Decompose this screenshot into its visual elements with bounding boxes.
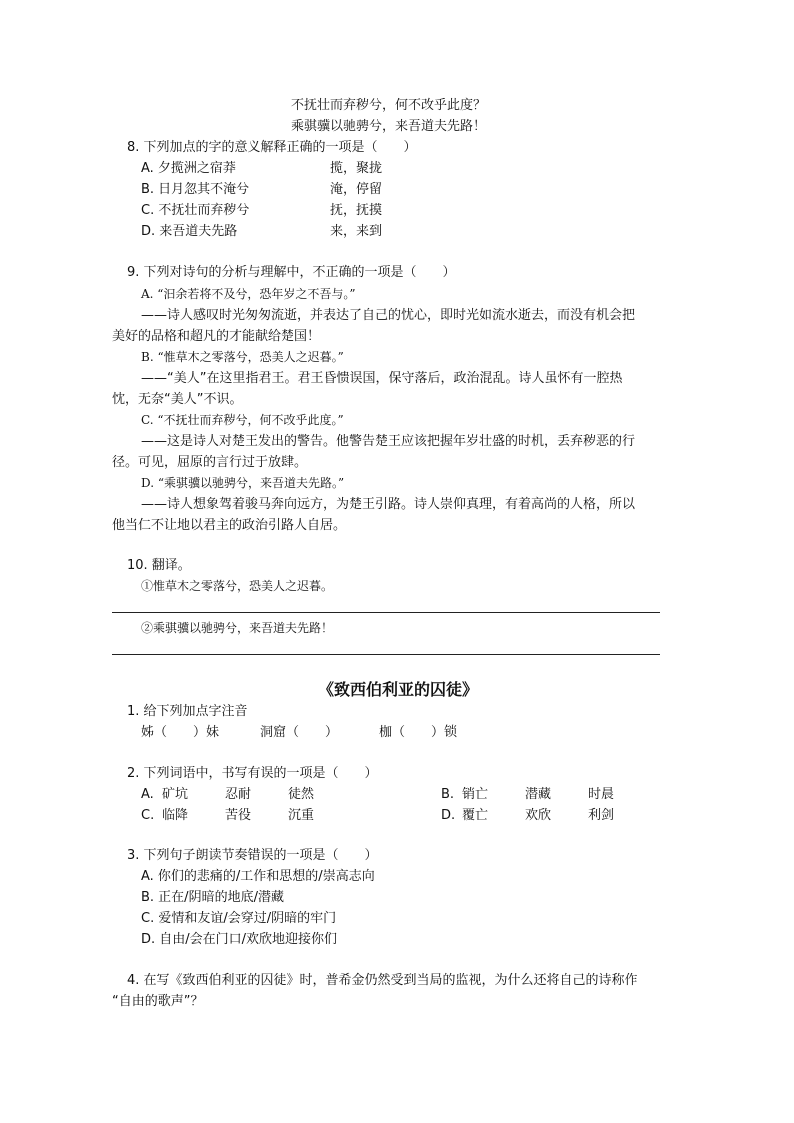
q9-b-line1: ——“美人”在这里指君王。君王昏愦误国，保守落后，政治混乱。诗人虽怀有一腔热	[141, 371, 623, 386]
q9-a-quote: A. “汩余若将不及兮，恐年岁之不吾与。”	[141, 287, 356, 301]
s3-option-c: C. 爱情和友谊/会穿过/阴暗的牢门	[141, 911, 337, 926]
s3-stem: 3. 下列句子朗读节奏错误的一项是（ ）	[127, 848, 378, 863]
s4-line-1: 4. 在写《致西伯利亚的囚徒》时，普希金仍然受到当局的监视，为什么还将自己的诗称作	[127, 973, 638, 988]
s3-option-b: B. 正在/阴暗的地底/潜藏	[141, 890, 284, 905]
q8-stem: 8. 下列加点的字的意义解释正确的一项是（ ）	[127, 140, 417, 155]
s2-d-word-1: 覆亡	[462, 808, 489, 823]
q9-a-line1: ——诗人感叹时光匆匆流逝，并表达了自己的忧心，即时光如流水逝去，而没有机会把	[141, 308, 636, 323]
q8-option-a: A. 夕揽洲之宿莽	[141, 161, 236, 176]
s2-c-word-2: 苦役	[225, 808, 252, 823]
s2-c-word-1: 临降	[162, 808, 189, 823]
s2-a-label: A.	[141, 787, 154, 802]
q8-option-a-meaning: 揽，聚拢	[330, 161, 383, 176]
q8-option-b: B. 日月忽其不淹兮	[141, 182, 250, 197]
q9-d-line1: ——诗人想象驾着骏马奔向远方，为楚王引路。诗人崇仰真理，有着高尚的人格，所以	[141, 497, 636, 512]
s1-stem: 1. 给下列加点字注音	[127, 704, 248, 719]
q9-c-line1: ——这是诗人对楚王发出的警告。他警告楚王应该把握年岁壮盛的时机，丢弃秽恶的行	[141, 434, 636, 449]
s4-line-2: “自由的歌声”？	[112, 994, 204, 1009]
q8-option-d-meaning: 来，来到	[330, 224, 383, 239]
section-title: 《致西伯利亚的囚徒》	[318, 680, 479, 699]
s2-d-word-2: 欢欣	[525, 808, 552, 823]
q8-option-d: D. 来吾道夫先路	[141, 224, 238, 239]
s2-b-label: B.	[441, 787, 455, 802]
s1-item-1: 姊（ ）妹	[141, 725, 220, 740]
poem-line-2: 乘骐骥以驰骋兮，来吾道夫先路！	[291, 119, 487, 134]
q9-a-line2: 美好的品格和超凡的才能献给楚国！	[112, 329, 321, 344]
s3-option-a: A. 你们的悲痛的/工作和思想的/崇高志向	[141, 869, 375, 884]
q8-option-c-meaning: 抚，抚摸	[330, 203, 383, 218]
q9-stem: 9. 下列对诗句的分析与理解中，不正确的一项是（ ）	[127, 265, 456, 280]
poem-line-1: 不抚壮而弃秽兮，何不改乎此度？	[291, 98, 487, 113]
q9-b-quote: B. “惟草木之零落兮，恐美人之迟暮。”	[141, 350, 344, 364]
q8-option-c: C. 不抚壮而弃秽兮	[141, 203, 250, 218]
s2-c-label: C.	[141, 808, 155, 823]
s2-d-word-3: 利剑	[588, 808, 615, 823]
s3-option-d: D. 自由/会在门口/欢欣地迎接你们	[141, 932, 338, 947]
q9-c-quote: C. “不抚壮而弃秽兮，何不改乎此度。”	[141, 413, 344, 427]
answer-line-1	[112, 612, 660, 613]
answer-line-2	[112, 654, 660, 655]
s2-stem: 2. 下列词语中，书写有误的一项是（ ）	[127, 766, 378, 781]
s2-a-word-3: 徒然	[288, 787, 315, 802]
s2-a-word-2: 忍耐	[225, 787, 252, 802]
s2-b-word-1: 销亡	[462, 787, 489, 802]
s2-b-word-3: 时晨	[588, 787, 615, 802]
q10-item-1: ①惟草木之零落兮，恐美人之迟暮。	[141, 579, 334, 593]
q9-b-line2: 忱，无奈“美人”不识。	[112, 392, 243, 407]
s2-b-word-2: 潜藏	[525, 787, 552, 802]
s2-c-word-3: 沉重	[288, 808, 315, 823]
q10-stem: 10. 翻译。	[127, 558, 191, 573]
s1-item-3: 枷（ ）锁	[379, 725, 458, 740]
q10-item-2: ②乘骐骥以驰骋兮，来吾道夫先路！	[141, 621, 334, 635]
q8-option-b-meaning: 淹，停留	[330, 182, 383, 197]
q9-c-line2: 径。可见，屈原的言行过于放肆。	[112, 455, 308, 470]
q9-d-line2: 他当仁不让地以君主的政治引路人自居。	[112, 518, 347, 533]
s2-d-label: D.	[441, 808, 456, 823]
q9-d-quote: D. “乘骐骥以驰骋兮，来吾道夫先路。”	[141, 476, 345, 490]
s1-item-2: 洞窟（ ）	[260, 725, 339, 740]
s2-a-word-1: 矿坑	[162, 787, 189, 802]
